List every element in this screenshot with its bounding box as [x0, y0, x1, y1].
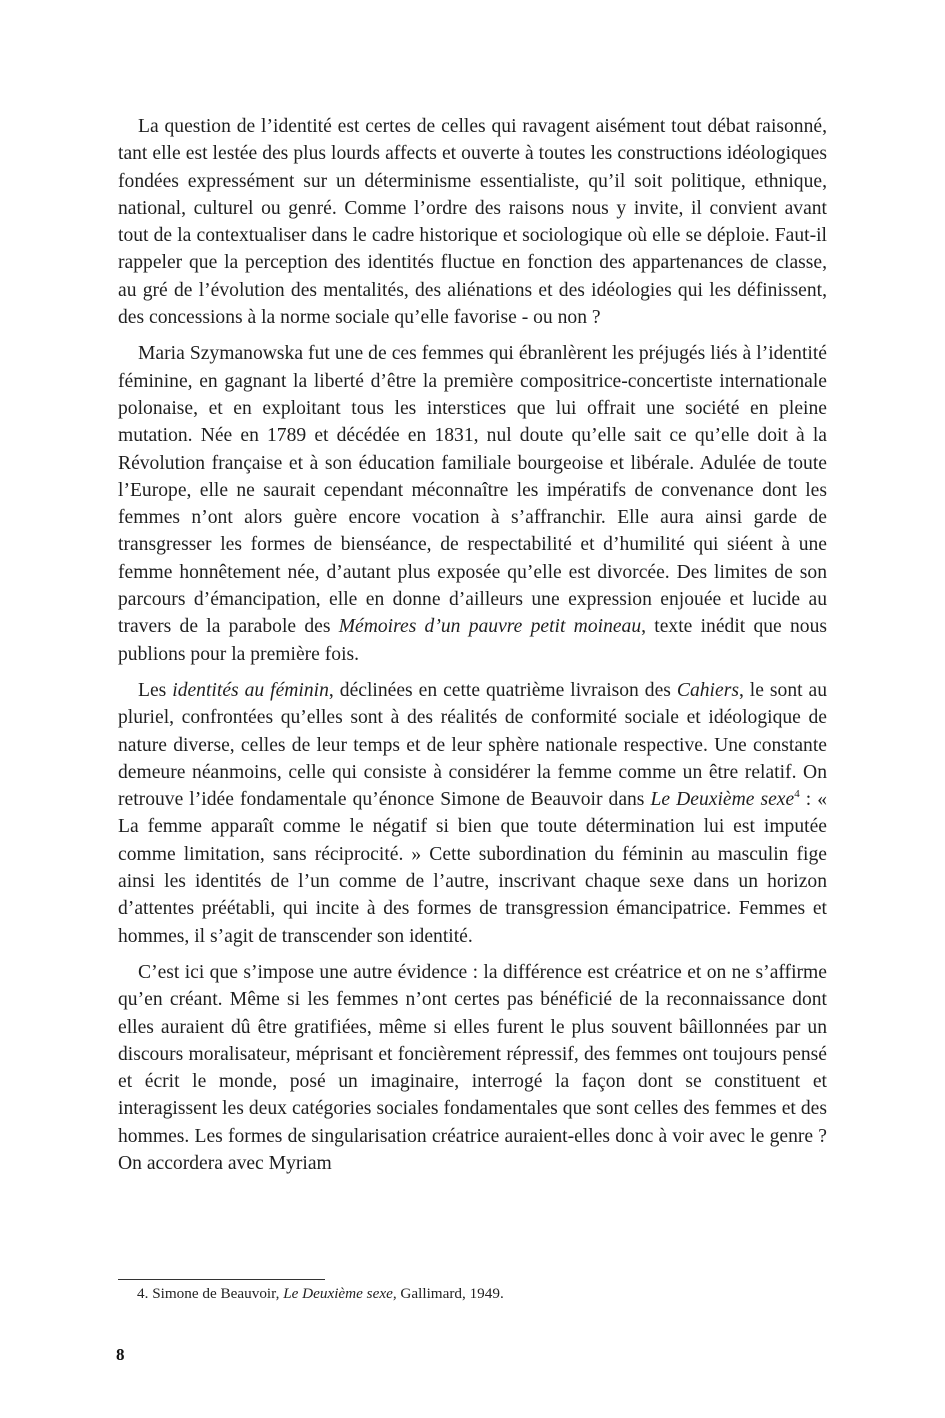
paragraph-text: La question de l’identité est certes de celles qui ravagent aisément tout débat raisonné, tant elle est lestée des plus lourds affects et ouverte à toutes les constructions idéologiques fondées expressément sur un déterminisme essentialiste, qu’il soit politique, ethnique, national, culturel ou genré. Comme l’ordre des raisons nous y invite, il convient avant tout de la contextualiser dans le cadre historique et sociologique où elle se déploie. Faut-il rappeler que la perception des identités fluctue en fonction des appartenances de classe, au gré de l’évolution des mentalités, des aliénations et des idéologies qui les définissent, des concessions à la norme sociale qu’elle favorise - ou non ? — [118, 116, 827, 329]
footnote-reference[interactable]: 4 — [794, 788, 800, 801]
paragraph-identity-question — [118, 113, 827, 331]
paragraph-text: Les — [138, 679, 173, 701]
paragraph-identites-au-feminin — [118, 677, 827, 950]
footnote-text: , Gallimard, 1949. — [392, 1285, 504, 1302]
footnote — [137, 1284, 827, 1304]
italic-phrase: identités au féminin — [172, 679, 329, 701]
paragraph-szymanowska — [118, 340, 827, 668]
italic-title: Cahiers — [676, 679, 739, 701]
footnote-text: 4. Simone de Beauvoir, — [137, 1285, 284, 1302]
page-number: 8 — [116, 1345, 125, 1364]
paragraph-text: : « La femme apparaît comme le négatif si bien que toute détermination lui est imputée comme limitation, sans réciprocité. » Cette subordination du féminin au masculin fige ainsi les identités de l’un comme de l’autre, inscrivant chaque sexe dans un horizon d’attentes préétabli, qui incite à des formes de transgression émancipatrice. Femmes et hommes, il s’agit de transcender son identité. — [118, 789, 827, 947]
footnote-italic-title: Le Deuxième sexe — [283, 1285, 393, 1302]
paragraph-text: , déclinées en cette quatrième livraison des — [328, 679, 677, 701]
paragraph-text: , le sont au pluriel, confrontées qu’elles sont à des réalités de conformité sociale et idéologique de nature diverse, celles de leur temps et de leur sphère nationale respective. Une constante demeure néanmoins, celle qui consiste à considérer la femme comme un être relatif. On retrouve l’idée fondamentale qu’énonce Simone de Beauvoir dans — [118, 679, 828, 811]
body-text — [118, 113, 827, 1177]
italic-title: Le Deuxième sexe — [650, 789, 795, 811]
footnote-divider — [118, 1279, 325, 1280]
paragraph-text: Maria Szymanowska fut une de ces femmes qui ébranlèrent les préjugés liés à l’identité féminine, en gagnant la liberté d’être la première compositrice-concertiste internationale polonaise, et en exploitant tous les interstices que lui offrait une société en pleine mutation. Née en 1789 et décédée en 1831, nul doute qu’elle sait ce qu’elle doit à la Révolution française et à son éducation familiale bourgeoise et libérale. Adulée de toute l’Europe, elle ne saurait cependant méconnaître les impératifs de convenance dont les femmes n’ont alors guère encore vocation à s’affranchir. Elle aura ainsi garde de transgresser les formes de bienséance, de respectabilité et d’humilité qui siéent à une femme honnêtement née, d’autant plus exposée qu’elle est divorcée. Des limites de son parcours d’émancipation, elle en donne d’ailleurs une expression enjouée et lucide au travers de la parabole des — [118, 343, 827, 638]
paragraph-text: C’est ici que s’impose une autre évidence : la différence est créatrice et on ne s’affirme qu’en créant. Même si les femmes n’ont certes pas bénéficié de la reconnaissance dont elles auraient dû être gratifiées, même si elles furent le plus souvent bâillonnées par un discours moralisateur, méprisant et foncièrement répressif, des femmes ont toujours pensé et écrit le monde, posé un imaginaire, interrogé la façon dont se constituent et interagissent les deux catégories sociales fondamentales que sont celles des femmes et des hommes. Les formes de singularisation créatrice auraient-elles donc à voir avec le genre ? On accordera avec Myriam — [118, 961, 827, 1174]
italic-title: Mémoires d’un pauvre petit moineau — [338, 616, 642, 638]
paragraph-text: , texte inédit que nous publions pour la première fois. — [118, 616, 827, 665]
paragraph-difference-creatrice — [118, 959, 827, 1177]
